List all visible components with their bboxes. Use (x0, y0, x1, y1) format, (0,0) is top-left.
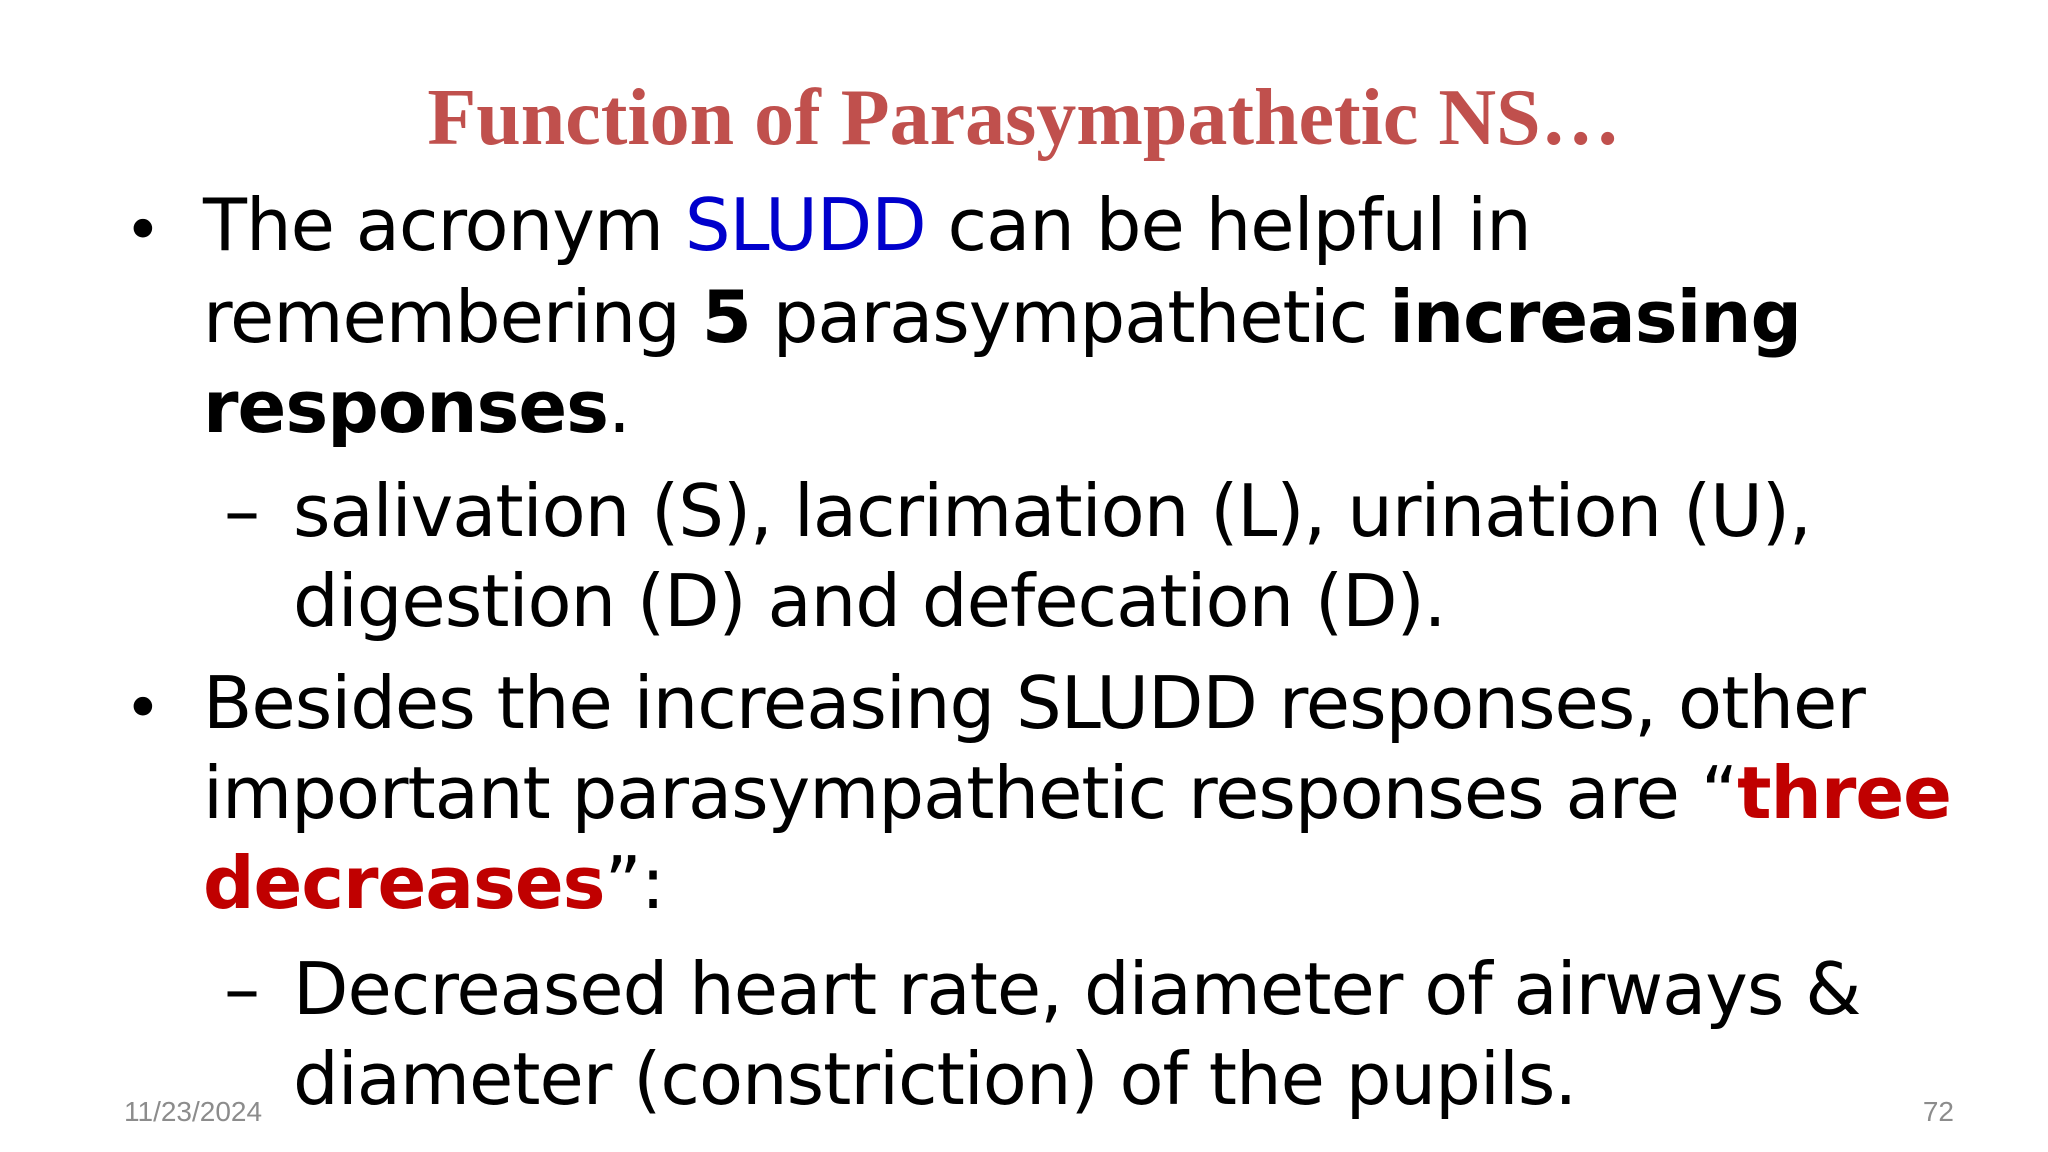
text-span: parasympathetic (750, 275, 1390, 359)
bullet1-line3 (203, 362, 630, 452)
emphasis-responses: responses (203, 365, 608, 449)
sub-bullet-marker: – (224, 469, 260, 553)
footer-date: 11/23/2024 (124, 1096, 263, 1127)
sub2-line1: Decreased heart rate, diameter of airways & (293, 947, 1861, 1031)
sub-bullet-marker: – (224, 947, 260, 1031)
text-span: The acronym (203, 183, 685, 267)
text-span: remembering (203, 275, 702, 359)
bullet-marker: • (124, 672, 162, 746)
emphasis-decreases: decreases (203, 841, 605, 925)
bullet-marker: • (124, 194, 162, 268)
text-span: important parasympathetic responses are “ (203, 751, 1738, 835)
bullet2-line3 (203, 838, 664, 928)
sub1-line2: digestion (D) and defecation (D). (293, 559, 1446, 643)
emphasis-three: three (1737, 751, 1951, 835)
sub1-line1: salivation (S), lacrimation (L), urination (U), (293, 469, 1811, 553)
text-span: can be helpful in (925, 183, 1531, 267)
count-five: 5 (701, 275, 751, 359)
slide-number: 72 (1922, 1096, 1954, 1127)
bullet2-line1: Besides the increasing SLUDD responses, other (203, 661, 1865, 745)
bullet1-line2 (203, 272, 1801, 362)
sub2-line2: diameter (constriction) of the pupils. (293, 1037, 1577, 1121)
bullet2-line2 (203, 748, 1951, 838)
emphasis-increasing: increasing (1389, 275, 1802, 359)
slide-title: Function of Parasympathetic NS… (427, 74, 1621, 162)
bullet1-line1 (203, 180, 1531, 270)
acronym-sludd: SLUDD (684, 183, 926, 267)
text-span: ”: (604, 841, 665, 925)
text-span: . (608, 365, 630, 449)
